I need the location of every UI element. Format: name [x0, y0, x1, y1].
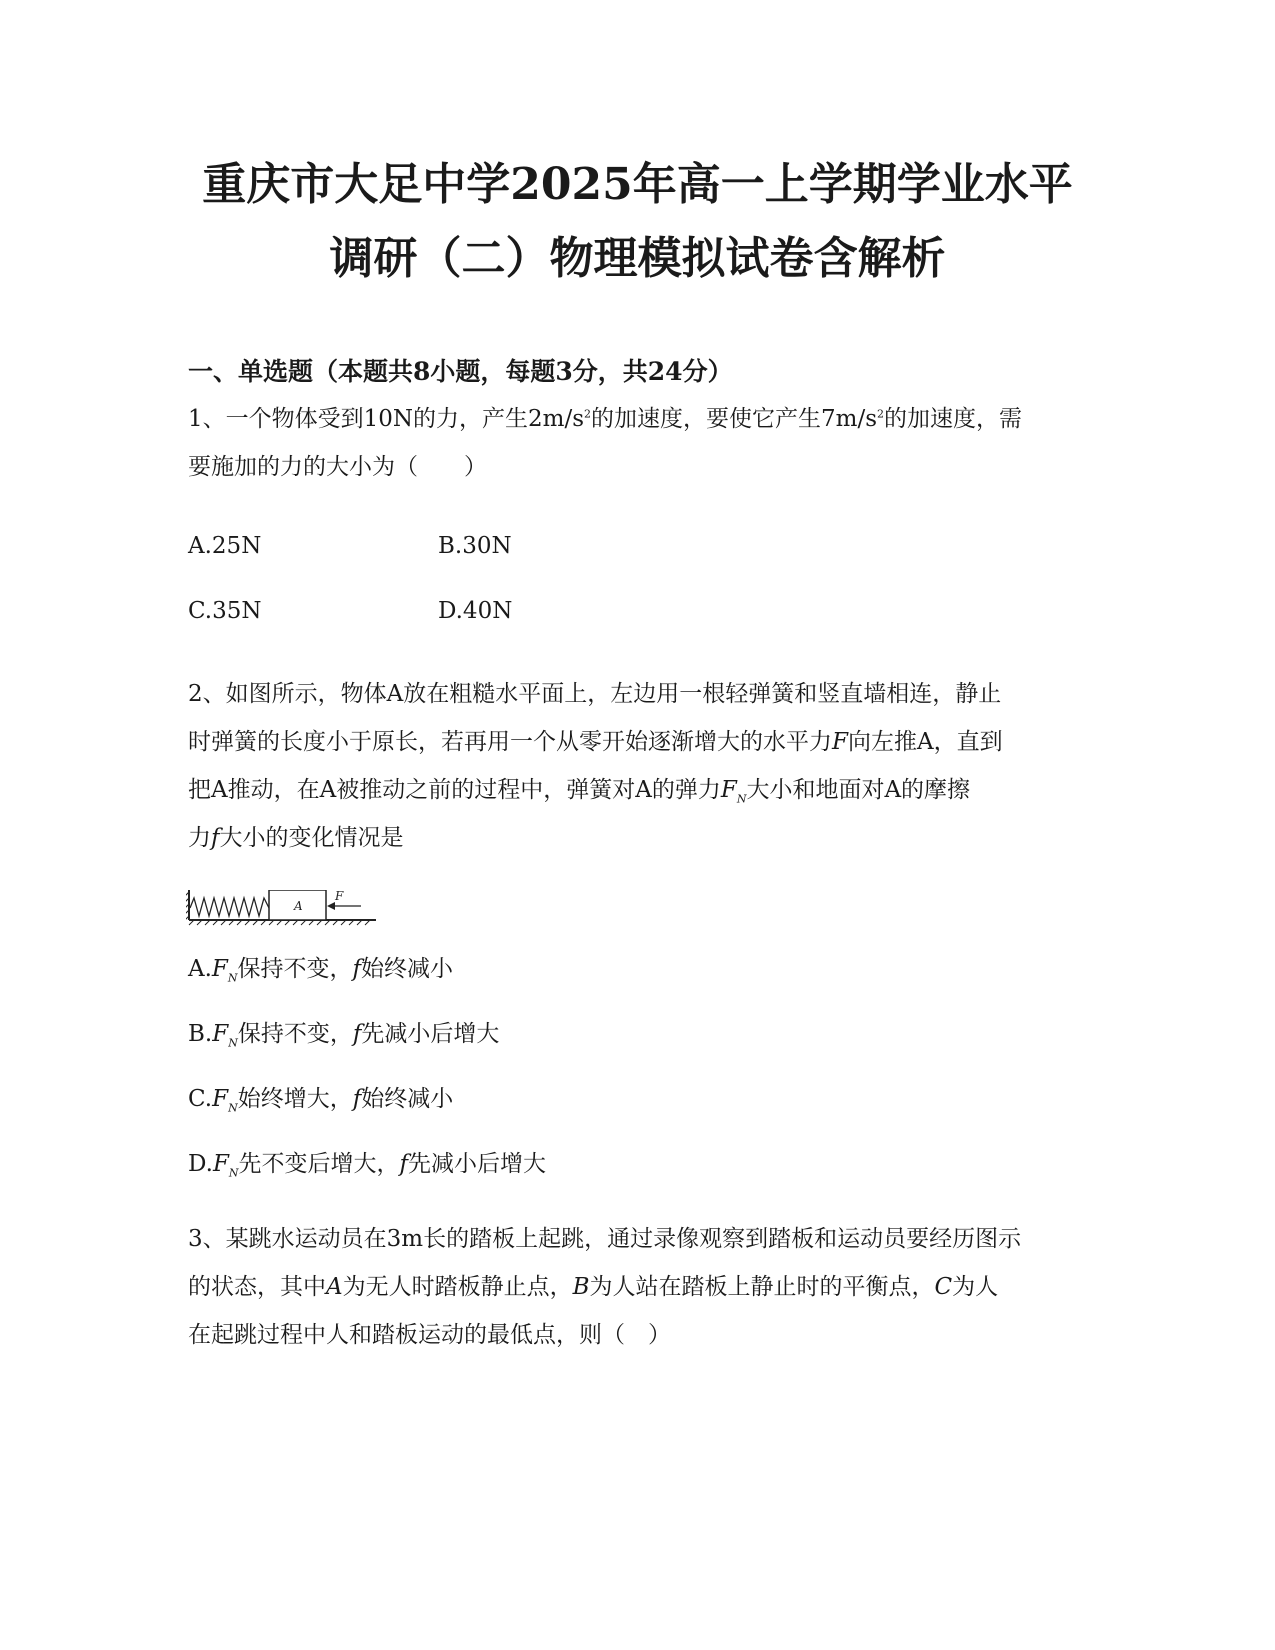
q1-text-c: 的加速度，需	[884, 406, 1023, 432]
q3-l2-b: 为无人时踏板静止点，	[342, 1274, 573, 1300]
force-arrow-head	[327, 902, 335, 910]
q2-b-f: f	[352, 1021, 362, 1047]
q2-a-FN-sub: N	[227, 971, 238, 985]
q1-option-d: D.40N	[438, 598, 513, 624]
force-symbol-F: F	[832, 729, 848, 755]
q2-c-text-b: 始终减小	[361, 1086, 454, 1112]
q2-b-text-b: 先减小后增大	[361, 1021, 500, 1047]
q3-l2-d: 为人	[952, 1274, 999, 1300]
q2-option-b	[188, 1018, 499, 1050]
q2-c-f: f	[352, 1086, 362, 1112]
q1-sup-1: 2	[584, 407, 592, 421]
q2-option-c	[188, 1083, 453, 1115]
q2-l3-a: 把A推动，在A被推动之前的过程中，弹簧对A的弹力	[188, 777, 721, 803]
q2-c-text-a: 始终增大，	[237, 1086, 353, 1112]
question-2-line-1: 2、如图所示，物体A放在粗糙水平面上，左边用一根轻弹簧和竖直墙相连，静止	[188, 681, 1002, 707]
q2-b-FN: F	[212, 1021, 229, 1047]
q2-c-prefix: C.	[188, 1086, 213, 1112]
question-1-line-1	[188, 395, 1088, 443]
q2-d-FN-sub: N	[228, 1166, 239, 1180]
q2-l4-b: 大小的变化情况是	[219, 825, 404, 851]
question-2-line-4	[188, 814, 1088, 862]
symbol-FN: F	[720, 777, 737, 803]
q2-a-FN: F	[211, 956, 228, 982]
q2-d-f: f	[399, 1151, 409, 1177]
question-2	[188, 670, 1088, 862]
q2-d-prefix: D.	[188, 1151, 213, 1177]
q2-a-prefix: A.	[188, 956, 212, 982]
question-3-line-1: 3、某跳水运动员在3m长的踏板上起跳，通过录像观察到踏板和运动员要经历图示	[188, 1226, 1022, 1252]
q3-symbol-B: B	[572, 1274, 590, 1300]
question-3	[188, 1215, 1088, 1359]
q2-b-FN-sub: N	[228, 1036, 238, 1050]
q3-symbol-A: A	[326, 1274, 343, 1300]
q2-l3-b: 大小和地面对A的摩擦	[746, 777, 971, 803]
q2-a-text-b: 始终减小	[361, 956, 454, 982]
q2-c-FN: F	[212, 1086, 229, 1112]
q1-option-a: A.25N	[188, 533, 262, 559]
q2-c-FN-sub: N	[228, 1101, 238, 1115]
q3-l2-a: 的状态，其中	[188, 1274, 326, 1300]
q2-b-prefix: B.	[188, 1021, 213, 1047]
q1-option-c: C.35N	[188, 598, 262, 624]
q1-sup-2: 2	[877, 407, 885, 421]
q1-text-a: 1、一个物体受到10N的力，产生2m/s	[188, 406, 585, 432]
question-1	[188, 395, 1088, 491]
force-label: F	[335, 890, 344, 903]
q1-text-b: 的加速度，要使它产生7m/s	[591, 406, 878, 432]
q2-l2-a: 时弹簧的长度小于原长，若再用一个从零开始逐渐增大的水平力	[188, 729, 832, 755]
question-2-line-2	[188, 718, 1088, 766]
question-3-line-3: 在起跳过程中人和踏板运动的最低点，则（ ）	[188, 1322, 671, 1348]
q2-d-FN: F	[212, 1151, 229, 1177]
symbol-f: f	[211, 825, 220, 851]
block-a-label: A	[294, 899, 303, 913]
question-1-line-2: 要施加的力的大小为（ ）	[188, 454, 487, 480]
section-heading: 一、单选题（本题共8小题，每题3分，共24分）	[188, 357, 733, 386]
q2-d-text-b: 先减小后增大	[408, 1151, 547, 1177]
q3-symbol-C: C	[934, 1274, 953, 1300]
q2-b-text-a: 保持不变，	[237, 1021, 353, 1047]
question-3-line-2	[188, 1263, 1088, 1311]
q2-a-text-a: 保持不变，	[237, 956, 353, 982]
spring	[190, 898, 269, 916]
q2-l2-b: 向左推A，直到	[847, 729, 1003, 755]
q1-option-b: B.30N	[438, 533, 512, 559]
q3-l2-c: 为人站在踏板上静止时的平衡点，	[589, 1274, 935, 1300]
page-title	[0, 148, 1275, 296]
q2-d-text-a: 先不变后增大，	[238, 1151, 400, 1177]
spring-block-diagram	[186, 890, 386, 940]
title-line-2: 调研（二）物理模拟试卷含解析	[329, 233, 946, 284]
q2-option-a	[188, 953, 453, 985]
q2-option-d	[188, 1148, 546, 1180]
title-line-1: 重庆市大足中学2025年高一上学期学业水平	[202, 159, 1073, 210]
q2-a-f: f	[352, 956, 362, 982]
question-2-line-3	[188, 766, 1088, 814]
symbol-FN-sub: N	[736, 792, 747, 806]
q2-l4-a: 力	[188, 825, 211, 851]
